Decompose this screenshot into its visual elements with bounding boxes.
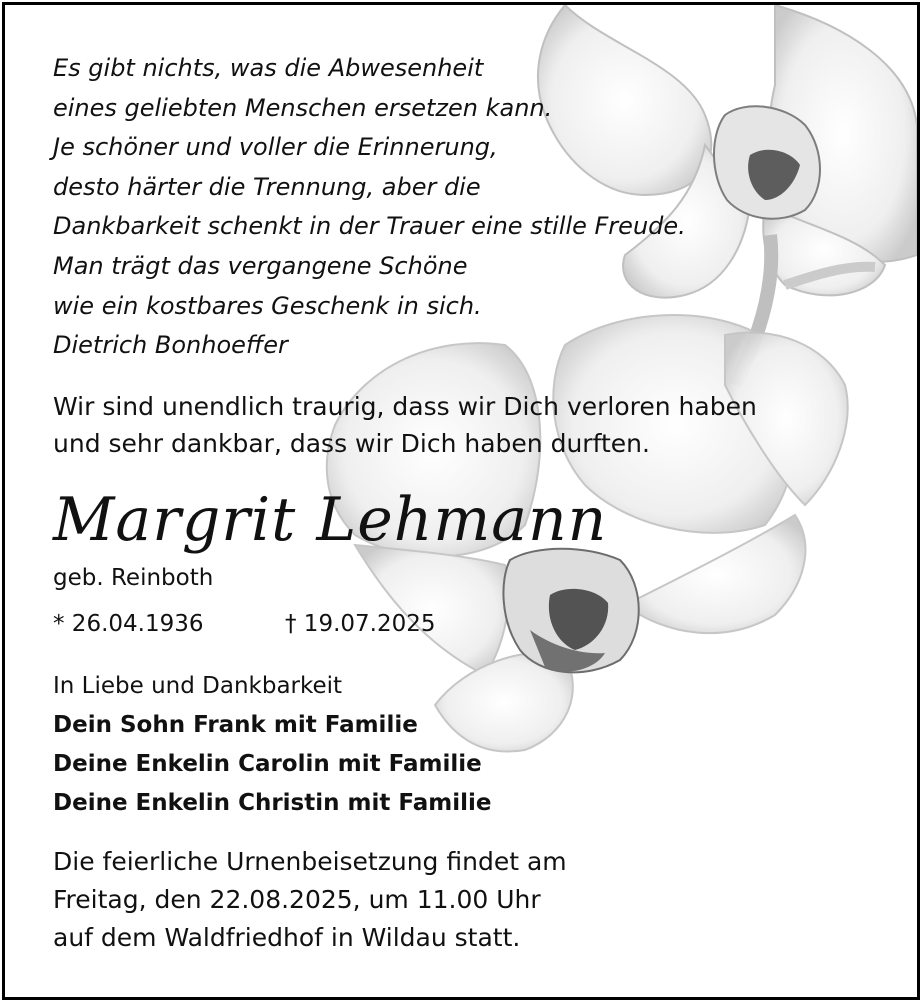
mourners-block (53, 667, 491, 823)
quote-line: Dankbarkeit schenkt in der Trauer eine stille Freude. (53, 212, 686, 241)
funeral-line: Die feierliche Urnenbeisetzung findet am (53, 847, 567, 876)
quote-author: Dietrich Bonhoeffer (53, 331, 288, 360)
quote-line: Man trägt das vergangene Schöne (53, 251, 468, 280)
message-block (53, 388, 757, 462)
death-date: † 19.07.2025 (285, 611, 436, 637)
birth-name: geb. Reinboth (53, 565, 214, 591)
birth-date: * 26.04.1936 (53, 611, 204, 637)
quote-line: Es gibt nichts, was die Abwesenheit (53, 54, 484, 82)
quote-line: wie ein kostbares Geschenk in sich. (53, 291, 482, 320)
quote-line: Je schöner und voller die Erinnerung, (53, 133, 498, 162)
funeral-line: Freitag, den 22.08.2025, um 11.00 Uhr (53, 885, 541, 914)
message-line: Wir sind unendlich traurig, dass wir Dich verloren haben (53, 392, 757, 421)
funeral-line: auf dem Waldfriedhof in Wildau statt. (53, 923, 521, 952)
mourner-name: Deine Enkelin Carolin mit Familie (53, 751, 482, 777)
mourner-name: Dein Sohn Frank mit Familie (53, 712, 418, 738)
quote-block (53, 49, 686, 366)
life-dates (53, 609, 436, 639)
mourner-name: Deine Enkelin Christin mit Familie (53, 790, 492, 816)
quote-line: desto härter die Trennung, aber die (53, 172, 481, 201)
deceased-name: Margrit Lehmann (53, 485, 608, 555)
obituary-frame (2, 2, 920, 1000)
message-line: und sehr dankbar, dass wir Dich haben durften. (53, 429, 650, 458)
quote-line: eines geliebten Menschen ersetzen kann. (53, 93, 553, 122)
mourners-intro: In Liebe und Dankbarkeit (53, 673, 343, 699)
funeral-notice (53, 843, 567, 957)
